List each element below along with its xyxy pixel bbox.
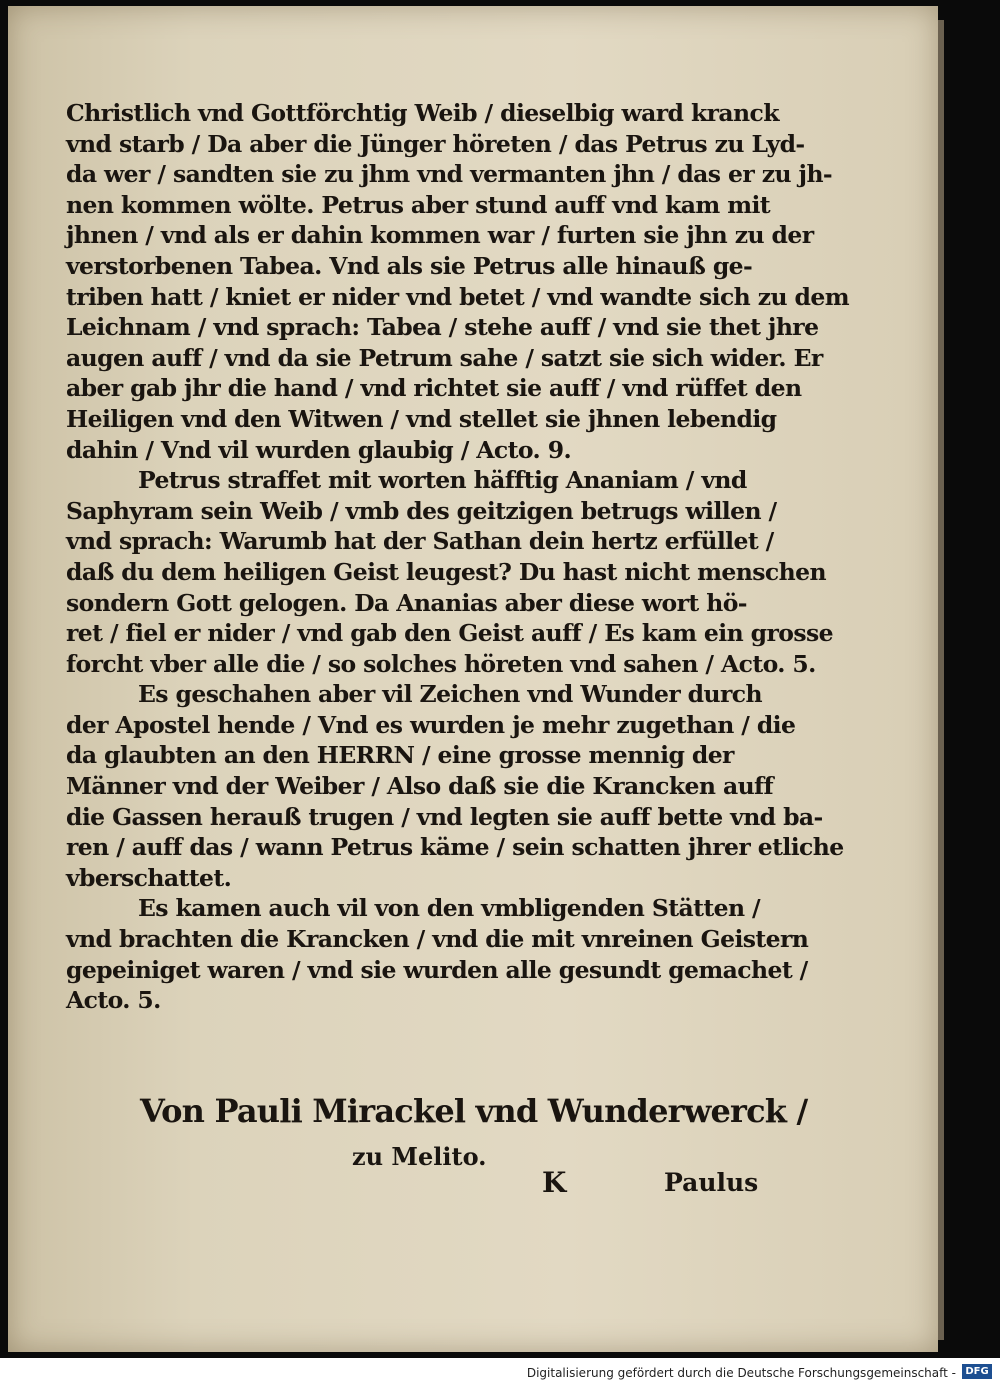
catchword: Paulus (664, 1168, 759, 1197)
text-line: daß du dem heiligen Geist leugest? Du hast nicht menschen (66, 557, 826, 586)
text-line: da wer / sandten sie zu jhm vnd vermanten jhn / das er zu jh- (66, 160, 833, 189)
text-line: verstorbenen Tabea. Vnd als sie Petrus alle hinauß ge- (66, 251, 753, 280)
section-subheading: zu Melito. (352, 1142, 487, 1171)
text-line: sondern Gott gelogen. Da Ananias aber diese wort hö- (66, 588, 747, 617)
text-line: triben hatt / kniet er nider vnd betet / vnd wandte sich zu dem (66, 282, 849, 311)
text-line: augen auff / vnd da sie Petrum sahe / satzt sie sich wider. Er (66, 343, 823, 372)
text-line: vnd brachten die Krancken / vnd die mit vnreinen Geistern (66, 925, 809, 954)
paragraph-start-line: Es kamen auch vil von den vmbligenden Stätten / (138, 894, 761, 923)
text-line: dahin / Vnd vil wurden glaubig / Acto. 9. (66, 435, 572, 464)
section-heading: Von Pauli Mirackel vnd Wunderwerck / (140, 1092, 808, 1130)
dfg-logo: DFG (962, 1364, 992, 1379)
text-line: vnd starb / Da aber die Jünger höreten / das Petrus zu Lyd- (66, 129, 805, 158)
text-line: Heiligen vnd den Witwen / vnd stellet sie jhnen lebendig (66, 404, 777, 433)
text-line: da glaubten an den HERRN / eine grosse mennig der (66, 741, 734, 770)
text-line: jhnen / vnd als er dahin kommen war / furten sie jhn zu der (66, 221, 814, 250)
text-line: Männer vnd der Weiber / Also daß sie die Krancken auff (66, 772, 774, 801)
body-text (66, 98, 849, 1016)
text-line: die Gassen herauß trugen / vnd legten sie auff bette vnd ba- (66, 802, 823, 831)
text-line: vberschattet. (66, 863, 232, 892)
text-line: Saphyram sein Weib / vmb des geitzigen betrugs willen / (66, 496, 777, 525)
text-line: gepeiniget waren / vnd sie wurden alle gesundt gemachet / (66, 955, 808, 984)
paragraph-start-line: Es geschahen aber vil Zeichen vnd Wunder durch (138, 680, 762, 709)
text-line: Acto. 5. (66, 986, 161, 1015)
text-line: nen kommen wölte. Petrus aber stund auff vnd kam mit (66, 190, 771, 219)
text-line: vnd sprach: Warumb hat der Sathan dein hertz erfüllet / (66, 527, 774, 556)
page-edge (938, 20, 944, 1340)
text-line: der Apostel hende / Vnd es wurden je mehr zugethan / die (66, 710, 796, 739)
text-line: ret / fiel er nider / vnd gab den Geist auff / Es kam ein grosse (66, 619, 833, 648)
paragraph-start-line: Petrus straffet mit worten häfftig Ananiam / vnd (138, 466, 747, 495)
text-line: aber gab jhr die hand / vnd richtet sie auff / vnd rüffet den (66, 374, 802, 403)
signature-mark: K (542, 1166, 567, 1199)
text-line: ren / auff das / wann Petrus käme / sein schatten jhrer etliche (66, 833, 844, 862)
text-line: Christlich vnd Gottförchtig Weib / dieselbig ward kranck (66, 99, 779, 127)
text-line: forcht vber alle die / so solches höreten vnd sahen / Acto. 5. (66, 649, 816, 678)
text-line: Leichnam / vnd sprach: Tabea / stehe auff / vnd sie thet jhre (66, 313, 819, 342)
footer-credit: Digitalisierung gefördert durch die Deutsche Forschungsgemeinschaft - (526, 1366, 956, 1380)
